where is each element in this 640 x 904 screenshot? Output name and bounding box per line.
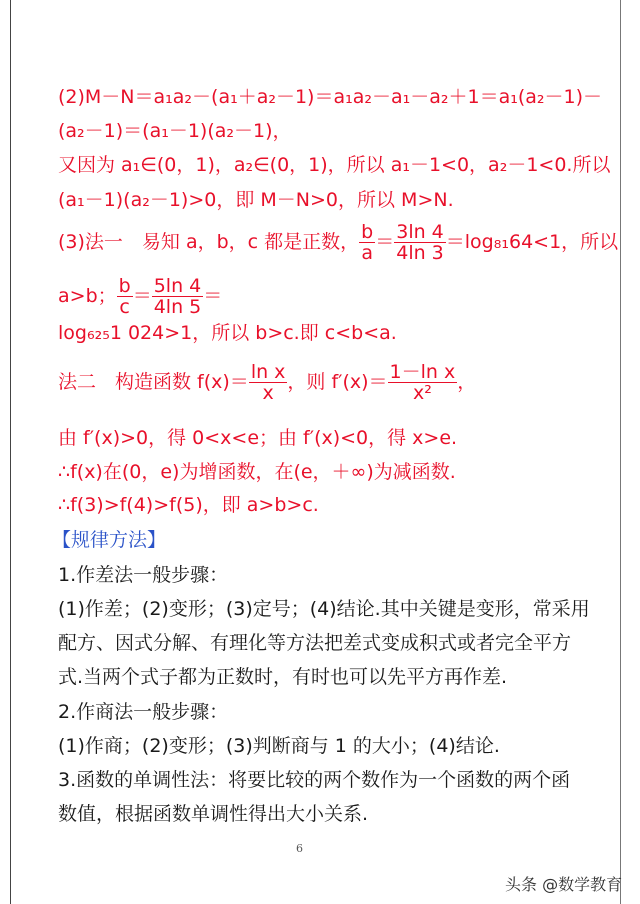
fraction-denominator: 4ln 5 bbox=[153, 296, 202, 318]
solution-line-3: 又因为 a₁∈(0，1)，a₂∈(0，1)，所以 a₁－1<0，a₂－1<0.所以 bbox=[58, 154, 611, 176]
method-line-4: 式.当两个式子都为正数时，有时也可以先平方再作差. bbox=[58, 666, 508, 688]
comma: ， bbox=[457, 371, 477, 393]
method-line-7: 3.函数的单调性法：将要比较的两个数作为一个函数的两个函 bbox=[58, 769, 571, 791]
fraction-denominator: x² bbox=[412, 382, 432, 404]
fraction-denominator: x bbox=[262, 382, 274, 404]
fraction-numerator: ln x bbox=[250, 361, 286, 383]
solution-line-5 bbox=[58, 222, 618, 263]
method-line-6: (1)作商；(2)变形；(3)判断商与 1 的大小；(4)结论. bbox=[58, 735, 500, 757]
fraction-denominator: 4ln 3 bbox=[396, 242, 444, 264]
solution-line-7: log₆₂₅1 024>1，所以 b>c.即 c<b<a. bbox=[58, 322, 397, 344]
method-two-intro: 法二 构造函数 f(x)＝ bbox=[58, 371, 249, 393]
method-one-intro: (3)法一 易知 a，b，c 都是正数， bbox=[58, 231, 360, 253]
source-watermark: 头条 @数学教育 bbox=[505, 875, 623, 894]
solution-line-6 bbox=[58, 276, 222, 317]
log-comparison: ＝log₈₁64<1，所以 bbox=[445, 231, 619, 253]
solution-line-4: (a₁－1)(a₂－1)>0，即 M－N>0，所以 M>N. bbox=[58, 189, 454, 211]
derivative-label: ，则 f′(x)＝ bbox=[287, 371, 388, 393]
solution-line-2: (a₂－1)＝(a₁－1)(a₂－1)， bbox=[58, 120, 292, 142]
fraction-denominator: a bbox=[361, 242, 374, 264]
method-line-3: 配方、因式分解、有理化等方法把差式变成积式或者完全平方 bbox=[58, 632, 572, 654]
solution-line-1: (2)M－N＝a₁a₂－(a₁＋a₂－1)＝a₁a₂－a₁－a₂＋1＝a₁(a₂－1)－ bbox=[58, 86, 603, 108]
method-line-1: 1.作差法一般步骤： bbox=[58, 564, 229, 586]
solution-line-9: 由 f′(x)>0，得 0<x<e；由 f′(x)<0，得 x>e. bbox=[58, 427, 458, 449]
method-line-8: 数值，根据函数单调性得出大小关系. bbox=[58, 803, 369, 825]
page-left-border bbox=[10, 0, 11, 904]
fraction-b-over-a bbox=[359, 222, 375, 263]
fraction-numerator: 5ln 4 bbox=[153, 275, 202, 297]
solution-line-10: ∴f(x)在(0，e)为增函数，在(e，＋∞)为减函数. bbox=[58, 461, 456, 483]
equals-sign: ＝ bbox=[203, 285, 223, 307]
solution-line-8 bbox=[58, 362, 476, 403]
fraction-numerator: 3ln 4 bbox=[396, 221, 444, 243]
fraction-derivative bbox=[388, 362, 458, 403]
solution-line-11: ∴f(3)>f(4)>f(5)，即 a>b>c. bbox=[58, 494, 319, 516]
fraction-numerator: b bbox=[361, 221, 374, 243]
method-summary-heading: 【规律方法】 bbox=[52, 529, 167, 551]
fraction-5ln4-over-4ln5 bbox=[152, 276, 204, 317]
fraction-b-over-c bbox=[117, 276, 133, 317]
equals-sign: ＝ bbox=[375, 231, 395, 253]
a-greater-b: a>b； bbox=[58, 285, 117, 307]
fraction-3ln4-over-4ln3 bbox=[394, 222, 446, 263]
method-line-5: 2.作商法一般步骤： bbox=[58, 701, 229, 723]
page-number: 6 bbox=[296, 842, 303, 855]
method-line-2: (1)作差；(2)变形；(3)定号；(4)结论.其中关键是变形，常采用 bbox=[58, 598, 590, 620]
equals-sign: ＝ bbox=[132, 285, 152, 307]
fraction-numerator: b bbox=[118, 275, 131, 297]
fraction-denominator: c bbox=[119, 296, 130, 318]
fraction-lnx-over-x bbox=[249, 362, 288, 403]
fraction-numerator: 1－ln x bbox=[389, 361, 456, 383]
page-right-border bbox=[620, 0, 621, 904]
